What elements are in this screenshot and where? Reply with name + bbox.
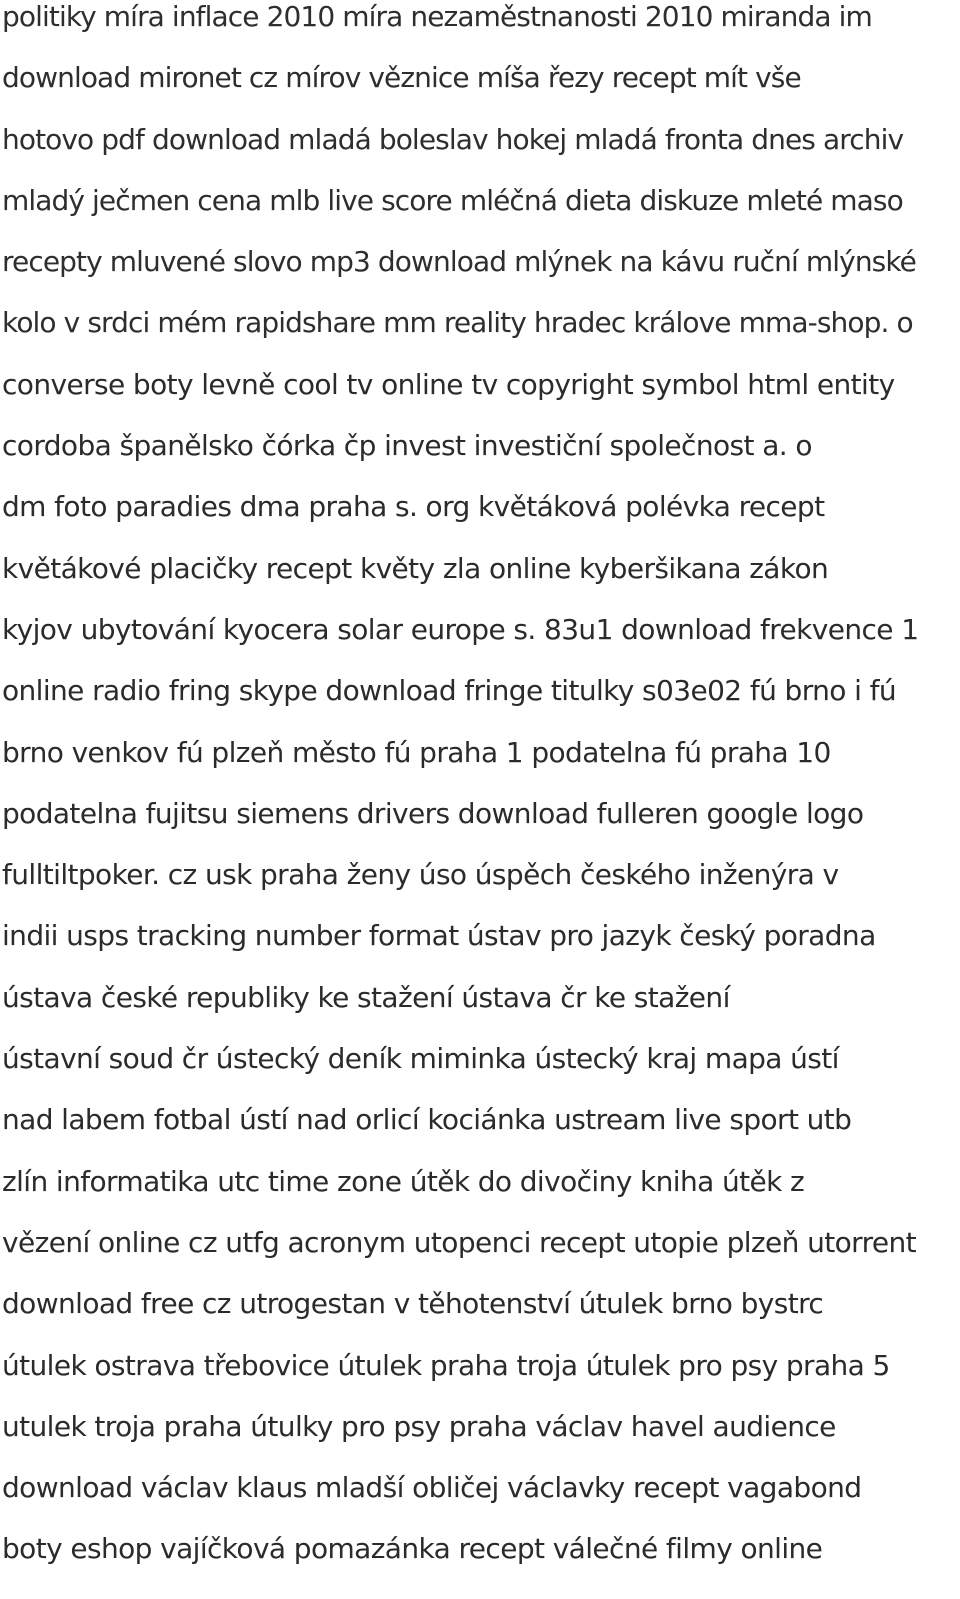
text-line: recepty mluvené slovo mp3 download mlýnek na kávu ruční mlýnské [2, 245, 916, 279]
text-line: download mironet cz mírov věznice míša řezy recept mít vše [2, 61, 801, 95]
document-text [2, 0, 958, 1594]
text-line: indii usps tracking number format ústav pro jazyk český poradna [2, 919, 876, 953]
text-line: zlín informatika utc time zone útěk do divočiny kniha útěk z [2, 1164, 805, 1198]
text-line: podatelna fujitsu siemens drivers download fulleren google logo [2, 796, 864, 830]
text-line: květákové placičky recept květy zla online kyberšikana zákon [2, 551, 829, 585]
text-line: vězení online cz utfg acronym utopenci recept utopie plzeň utorrent [2, 1225, 917, 1259]
text-line: ústava české republiky ke stažení ústava čr ke stažení [2, 980, 730, 1014]
text-line: dm foto paradies dma praha s. org květáková polévka recept [2, 490, 825, 524]
text-line: kyjov ubytování kyocera solar europe s. 83u1 download frekvence 1 [2, 612, 919, 646]
text-line: utulek troja praha útulky pro psy praha václav havel audience [2, 1409, 836, 1443]
text-line: brno venkov fú plzeň město fú praha 1 podatelna fú praha 10 [2, 735, 831, 769]
text-line: ústavní soud čr ústecký deník miminka ústecký kraj mapa ústí [2, 1042, 839, 1076]
text-line: download free cz utrogestan v těhotenství útulek brno bystrc [2, 1287, 824, 1321]
text-line: converse boty levně cool tv online tv copyright symbol html entity [2, 367, 895, 401]
text-line: politiky míra inflace 2010 míra nezaměstnanosti 2010 miranda im [2, 0, 872, 33]
text-line: nad labem fotbal ústí nad orlicí kociánka ustream live sport utb [2, 1103, 852, 1137]
text-line: download václav klaus mladší obličej václavky recept vagabond [2, 1471, 862, 1505]
text-line: mladý ječmen cena mlb live score mléčná dieta diskuze mleté maso [2, 183, 903, 217]
text-line: online radio fring skype download fringe titulky s03e02 fú brno i fú [2, 674, 896, 708]
text-line: útulek ostrava třebovice útulek praha troja útulek pro psy praha 5 [2, 1348, 890, 1382]
text-line: cordoba španělsko čórka čp invest investiční společnost a. o [2, 429, 812, 463]
text-line: kolo v srdci mém rapidshare mm reality hradec králove mma-shop. o [2, 306, 913, 340]
text-line: hotovo pdf download mladá boleslav hokej mladá fronta dnes archiv [2, 122, 904, 156]
text-line: fulltiltpoker. cz usk praha ženy úso úspěch českého inženýra v [2, 858, 839, 892]
text-line: boty eshop vajíčková pomazánka recept válečné filmy online [2, 1532, 823, 1566]
